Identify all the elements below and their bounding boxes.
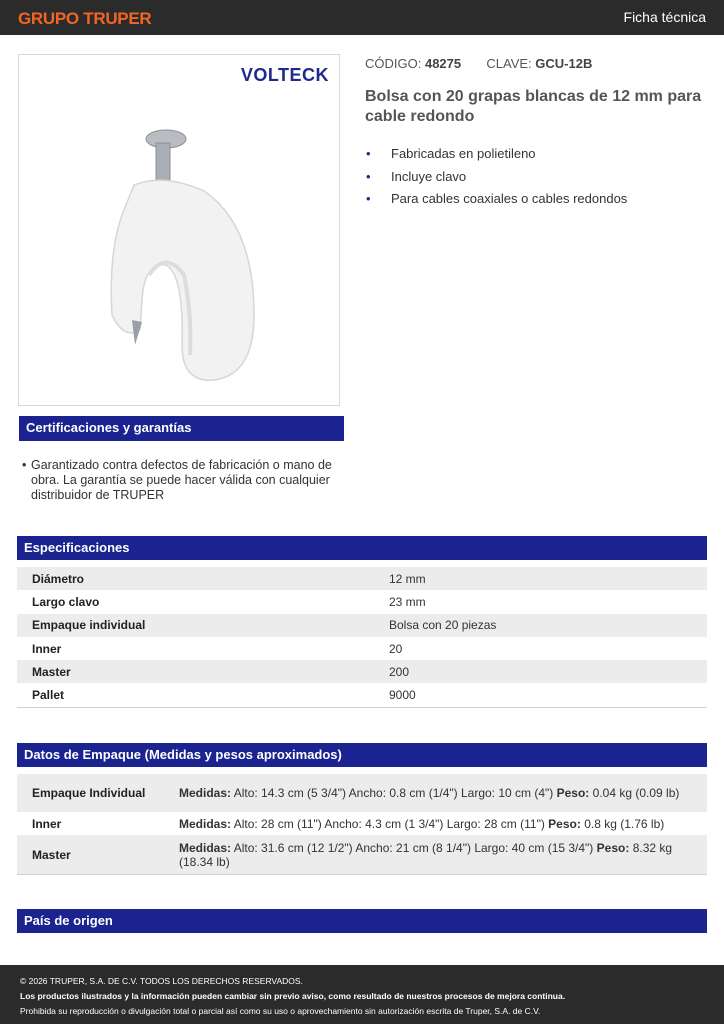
spec-value: 9000 (389, 688, 416, 703)
packaging-table (17, 774, 707, 874)
table-row (17, 590, 707, 613)
table-row (17, 567, 707, 590)
key-label: CLAVE: (486, 56, 532, 71)
feature-item: • Fabricadas en polietileno (365, 146, 627, 169)
weight-label: Peso: (548, 816, 581, 831)
table-row (17, 835, 707, 874)
footer-copyright: © 2026 TRUPER, S.A. DE C.V. TODOS LOS DERECHOS RESERVADOS. (20, 976, 303, 986)
product-codes (365, 56, 592, 71)
spec-label: Diámetro (17, 567, 389, 590)
divider (17, 707, 707, 708)
measures-value: Alto: 31.6 cm (12 1/2") Ancho: 21 cm (8 1/4") Largo: 40 cm (15 3/4") (233, 840, 594, 855)
table-row (17, 614, 707, 637)
weight-label: Peso: (596, 840, 630, 855)
measures-label: Medidas: (179, 840, 232, 855)
table-row (17, 774, 707, 812)
spec-value: Bolsa con 20 piezas (389, 614, 707, 637)
measures-label: Medidas: (179, 786, 232, 800)
packaging-label: Inner (32, 816, 62, 831)
spec-value: 200 (389, 660, 707, 683)
table-row (17, 637, 707, 660)
weight-value: 0.8 kg (1.76 lb) (584, 816, 665, 831)
feature-item: • Para cables coaxiales o cables redondos (365, 191, 627, 214)
spec-label: Empaque individual (17, 614, 389, 637)
spec-value: 23 mm (389, 594, 426, 609)
packaging-value (179, 835, 707, 874)
measures-value: Alto: 14.3 cm (5 3/4") Ancho: 0.8 cm (1/4") Largo: 10 cm (4") (233, 786, 554, 800)
doc-type-label: Ficha técnica (623, 9, 706, 25)
brand-logo: GRUPO TRUPER (18, 9, 152, 28)
packaging-value (179, 774, 707, 812)
packaging-label: Master (17, 835, 179, 874)
spec-value: 20 (389, 641, 403, 656)
measures-label: Medidas: (179, 816, 232, 831)
code-label: CÓDIGO: (365, 56, 422, 71)
feature-list (365, 146, 627, 214)
specifications-table (17, 567, 707, 707)
product-code: 48275 (424, 56, 462, 71)
volteck-logo: VOLTECK (240, 65, 329, 85)
footer-notice: Los productos ilustrados y la información pueden cambiar sin previo aviso, como resultado de nuestros procesos de mejora continua. (20, 991, 566, 1001)
product-image-frame (18, 54, 340, 406)
cable-clip-icon (104, 125, 264, 385)
warranty-text: • Garantizado contra defectos de fabricación o mano de obra. La garantía se puede hacer válida con cualquier distribuidor de TRUPER (22, 458, 337, 503)
packaging-value (179, 812, 707, 835)
footer-prohibition: Prohibida su reproducción o divulgación total o parcial así como su uso o aprovechamiento sin autorización escrita de Truper, S.A. de C.V. (20, 1006, 541, 1016)
feature-item: • Incluye clavo (365, 169, 627, 192)
table-row (17, 660, 707, 683)
packaging-label: Empaque Individual (17, 774, 179, 812)
weight-value: 0.04 kg (0.09 lb) (592, 786, 680, 800)
product-key: GCU-12B (535, 56, 593, 71)
weight-value: 8.32 kg (18.34 lb) (179, 840, 673, 869)
origin-heading: País de origen (17, 909, 707, 933)
top-bar (0, 0, 724, 35)
weight-label: Peso: (556, 786, 590, 800)
product-title: Bolsa con 20 grapas blancas de 12 mm para cable redondo (365, 88, 702, 125)
table-row (17, 683, 707, 706)
packaging-heading: Datos de Empaque (Medidas y pesos aproximados) (17, 743, 707, 767)
spec-value: 12 mm (389, 567, 707, 590)
spec-label: Largo clavo (32, 594, 100, 609)
divider (17, 874, 707, 875)
spec-label: Master (17, 660, 389, 683)
table-row (17, 812, 707, 835)
specifications-heading: Especificaciones (17, 536, 707, 560)
spec-label: Inner (32, 641, 62, 656)
spec-label: Pallet (32, 688, 65, 703)
footer (0, 965, 724, 1024)
measures-value: Alto: 28 cm (11") Ancho: 4.3 cm (1 3/4") Largo: 28 cm (11") (233, 816, 545, 831)
certifications-heading: Certificaciones y garantías (19, 416, 344, 441)
